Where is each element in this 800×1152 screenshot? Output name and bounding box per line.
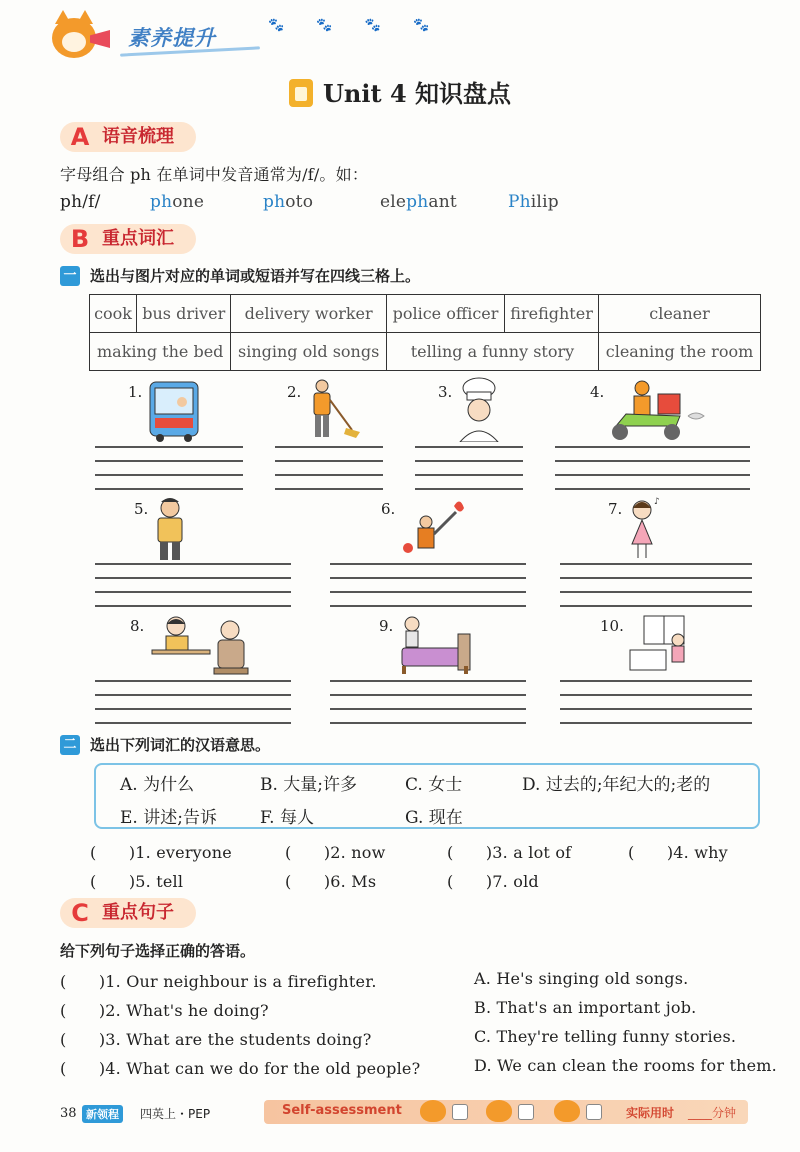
sentence-question[interactable]: ( )1. Our neighbour is a firefighter. [60, 972, 377, 991]
item-number: 7. [608, 500, 623, 518]
question-2-instruction: 选出下列词汇的汉语意思。 [90, 736, 271, 754]
example-word: elephant [380, 192, 457, 212]
vocab-item[interactable]: ( )6. Ms [285, 872, 377, 891]
singing-girl-picture [624, 496, 664, 562]
page-number: 38 [60, 1106, 77, 1121]
item-number: 6. [381, 500, 396, 518]
sentence-answer: C. They're telling funny stories. [474, 1027, 737, 1046]
fox-sad-icon [554, 1100, 580, 1122]
phonics-rule: 字母组合 ph 在单词中发音通常为/f/。如： [60, 165, 369, 184]
section-b-letter: B [70, 225, 90, 253]
cook-picture [454, 376, 504, 442]
option-item: B. 大量;许多 [260, 775, 358, 795]
sentence-answer: B. That's an important job. [474, 998, 697, 1017]
option-item: F. 每人 [260, 808, 314, 828]
sentence-answer: D. We can clean the rooms for them. [474, 1056, 777, 1075]
word-cell: telling a funny story [386, 333, 598, 371]
brand-logo: 新领程 [82, 1105, 123, 1123]
word-cell: firefighter [505, 295, 599, 333]
sentence-question[interactable]: ( )2. What's he doing? [60, 1001, 269, 1020]
word-bank-table [89, 294, 761, 371]
item-number: 10. [600, 617, 624, 635]
vocab-item[interactable]: ( )5. tell [90, 872, 184, 891]
option-item: E. 讲述;告诉 [120, 808, 217, 828]
sentence-question[interactable]: ( )3. What are the students doing? [60, 1030, 372, 1049]
word-cell: making the bed [90, 333, 231, 371]
police-officer-picture [150, 496, 190, 562]
example-word: Philip [508, 192, 559, 212]
bus-driver-picture [148, 378, 200, 444]
fox-happy-icon [420, 1100, 446, 1122]
page-title [0, 74, 800, 109]
section-b-label: 重点词汇 [102, 228, 174, 249]
telling-story-picture [150, 612, 250, 678]
example-word: photo [263, 192, 314, 212]
word-cell: cleaning the room [599, 333, 761, 371]
vocab-item[interactable]: ( )4. why [628, 843, 728, 862]
sentence-answer: A. He's singing old songs. [474, 969, 689, 988]
rating-checkbox[interactable] [586, 1104, 602, 1120]
item-number: 3. [438, 383, 453, 401]
section-c-label: 重点句子 [102, 902, 174, 923]
svg-text:♪: ♪ [654, 497, 660, 507]
section-c-letter: C [71, 899, 89, 927]
firefighter-picture [398, 494, 468, 560]
paw-prints-icon: 🐾 🐾 🐾 🐾 [268, 18, 444, 33]
vocab-item[interactable]: ( )1. everyone [90, 843, 232, 862]
unit-title-text: Unit 4 知识盘点 [323, 79, 511, 108]
rating-checkbox[interactable] [518, 1104, 534, 1120]
self-assessment-label: Self-assessment [282, 1103, 402, 1118]
fox-logo-icon [52, 18, 96, 58]
word-cell: delivery worker [231, 295, 386, 333]
vocab-item[interactable]: ( )3. a lot of [447, 843, 572, 862]
section-a-header [60, 122, 196, 152]
fox-neutral-icon [486, 1100, 512, 1122]
writing-lines[interactable] [330, 680, 526, 724]
book-label: 四英上・PEP [140, 1107, 211, 1121]
item-number: 2. [287, 383, 302, 401]
cleaner-picture [304, 378, 364, 442]
writing-lines[interactable] [275, 446, 383, 490]
banner-title: 素养提升 [128, 26, 216, 50]
writing-lines[interactable] [415, 446, 523, 490]
option-item: A. 为什么 [120, 775, 195, 795]
word-cell: cleaner [599, 295, 761, 333]
word-cell: bus driver [137, 295, 231, 333]
word-cell: police officer [386, 295, 504, 333]
writing-lines[interactable] [560, 563, 752, 607]
item-number: 1. [128, 383, 143, 401]
time-label: 实际用时 [626, 1106, 675, 1120]
section-c-instruction: 给下列句子选择正确的答语。 [60, 942, 256, 960]
question-2-badge: 二 [60, 735, 80, 755]
writing-lines[interactable] [95, 446, 243, 490]
writing-lines[interactable] [555, 446, 750, 490]
item-number: 8. [130, 617, 145, 635]
section-c-header [60, 898, 196, 928]
option-item: D. 过去的;年纪大的;老的 [522, 775, 711, 795]
option-item: C. 女士 [405, 775, 463, 795]
option-item: G. 现在 [405, 808, 463, 828]
vocab-item[interactable]: ( )7. old [447, 872, 539, 891]
section-b-header [60, 224, 196, 254]
item-number: 5. [134, 500, 149, 518]
section-a-letter: A [70, 123, 90, 151]
writing-lines[interactable] [330, 563, 526, 607]
cleaning-room-picture [626, 614, 700, 676]
item-number: 9. [379, 617, 394, 635]
item-number: 4. [590, 383, 605, 401]
delivery-worker-picture [606, 376, 712, 442]
sentence-question[interactable]: ( )4. What can we do for the old people? [60, 1059, 421, 1078]
phonics-prefix: ph/f/ [60, 192, 101, 212]
section-a-label: 语音梳理 [102, 126, 174, 147]
writing-lines[interactable] [560, 680, 752, 724]
question-1-instruction: 选出与图片对应的单词或短语并写在四线三格上。 [90, 267, 421, 285]
question-1-badge: 一 [60, 266, 80, 286]
time-blank[interactable]: ____分钟 [688, 1106, 737, 1120]
word-cell: cook [90, 295, 137, 333]
writing-lines[interactable] [95, 563, 291, 607]
example-word: phone [150, 192, 205, 212]
vocab-item[interactable]: ( )2. now [285, 843, 386, 862]
writing-lines[interactable] [95, 680, 291, 724]
making-bed-picture [398, 614, 474, 676]
notebook-icon [289, 79, 313, 107]
rating-checkbox[interactable] [452, 1104, 468, 1120]
word-cell: singing old songs [231, 333, 386, 371]
